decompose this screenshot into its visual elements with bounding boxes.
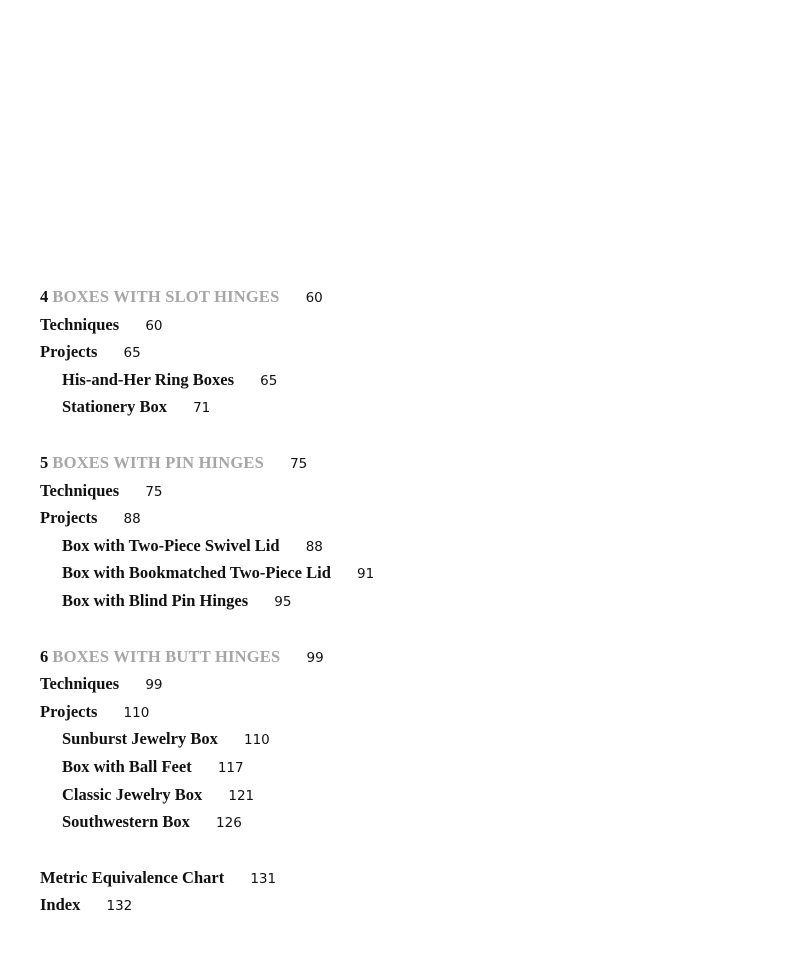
page-number: 110 [123, 704, 150, 721]
page-number: 117 [217, 759, 244, 776]
entry-label: Sunburst Jewelry Box [62, 729, 218, 749]
page-number: 110 [243, 732, 270, 749]
toc-entry-project[interactable] [40, 781, 740, 809]
toc-entry-techniques[interactable] [40, 477, 740, 505]
page-number: 126 [216, 815, 242, 832]
entry-label: Box with Ball Feet [62, 756, 192, 776]
entry-label: Projects [40, 342, 98, 362]
page-number: 65 [123, 345, 141, 362]
entry-label: Techniques [40, 314, 120, 334]
page-number: 75 [145, 483, 163, 500]
toc-entry-project[interactable] [40, 559, 740, 587]
section-spacer [40, 615, 740, 643]
page-number: 99 [145, 677, 163, 694]
chapter-number: 4 [40, 287, 49, 306]
page-number: 132 [106, 898, 133, 915]
chapter-heading[interactable] [40, 643, 740, 671]
page-number: 60 [145, 317, 163, 334]
chapter-heading[interactable] [40, 283, 740, 311]
entry-label: Box with Bookmatched Two-Piece Lid [62, 563, 331, 583]
section-spacer [40, 421, 740, 449]
page-number: 131 [250, 870, 277, 887]
toc-entry-techniques[interactable] [40, 311, 740, 339]
toc-entry-metric-chart[interactable] [40, 864, 740, 892]
page-number: 91 [357, 566, 375, 583]
page-number: 60 [305, 290, 323, 306]
toc-entry-projects[interactable] [40, 698, 740, 726]
entry-label: Metric Equivalence Chart [40, 867, 225, 887]
toc-entry-project[interactable] [40, 587, 740, 615]
toc-entry-project[interactable] [40, 725, 740, 753]
entry-label: Southwestern Box [62, 812, 190, 832]
toc-entry-index[interactable] [40, 891, 740, 919]
entry-label: Projects [40, 701, 98, 721]
entry-label: Box with Two-Piece Swivel Lid [62, 535, 280, 555]
page-number: 88 [305, 538, 323, 555]
toc-entry-project[interactable] [40, 808, 740, 836]
page-number: 99 [306, 649, 324, 666]
chapter-title: BOXES WITH SLOT HINGES [52, 287, 280, 306]
entry-label: Index [40, 895, 81, 915]
entry-label: Classic Jewelry Box [62, 784, 203, 804]
entry-label: His-and-Her Ring Boxes [62, 369, 235, 389]
toc-entry-techniques[interactable] [40, 670, 740, 698]
page-number: 71 [193, 400, 211, 417]
chapter-title: BOXES WITH PIN HINGES [52, 452, 264, 472]
toc-entry-project[interactable] [40, 753, 740, 781]
chapter-number: 6 [40, 646, 49, 666]
toc-entry-project[interactable] [40, 393, 740, 421]
page-number: 88 [123, 511, 141, 528]
chapter-heading[interactable] [40, 449, 740, 477]
chapter-number: 5 [40, 452, 49, 472]
page-number: 95 [274, 593, 292, 610]
section-spacer [40, 836, 740, 864]
page-number: 65 [260, 372, 278, 389]
entry-label: Techniques [40, 674, 120, 694]
toc-entry-project[interactable] [40, 366, 740, 394]
toc-entry-projects[interactable] [40, 338, 740, 366]
entry-label: Techniques [40, 480, 120, 500]
entry-label: Box with Blind Pin Hinges [62, 590, 249, 610]
entry-label: Stationery Box [62, 397, 167, 417]
toc-entry-project[interactable] [40, 532, 740, 560]
entry-label: Projects [40, 508, 98, 528]
chapter-title: BOXES WITH BUTT HINGES [52, 646, 281, 666]
page-number: 75 [290, 455, 308, 472]
toc-entry-projects[interactable] [40, 504, 740, 532]
page-number: 121 [228, 787, 255, 804]
table-of-contents [40, 283, 740, 919]
